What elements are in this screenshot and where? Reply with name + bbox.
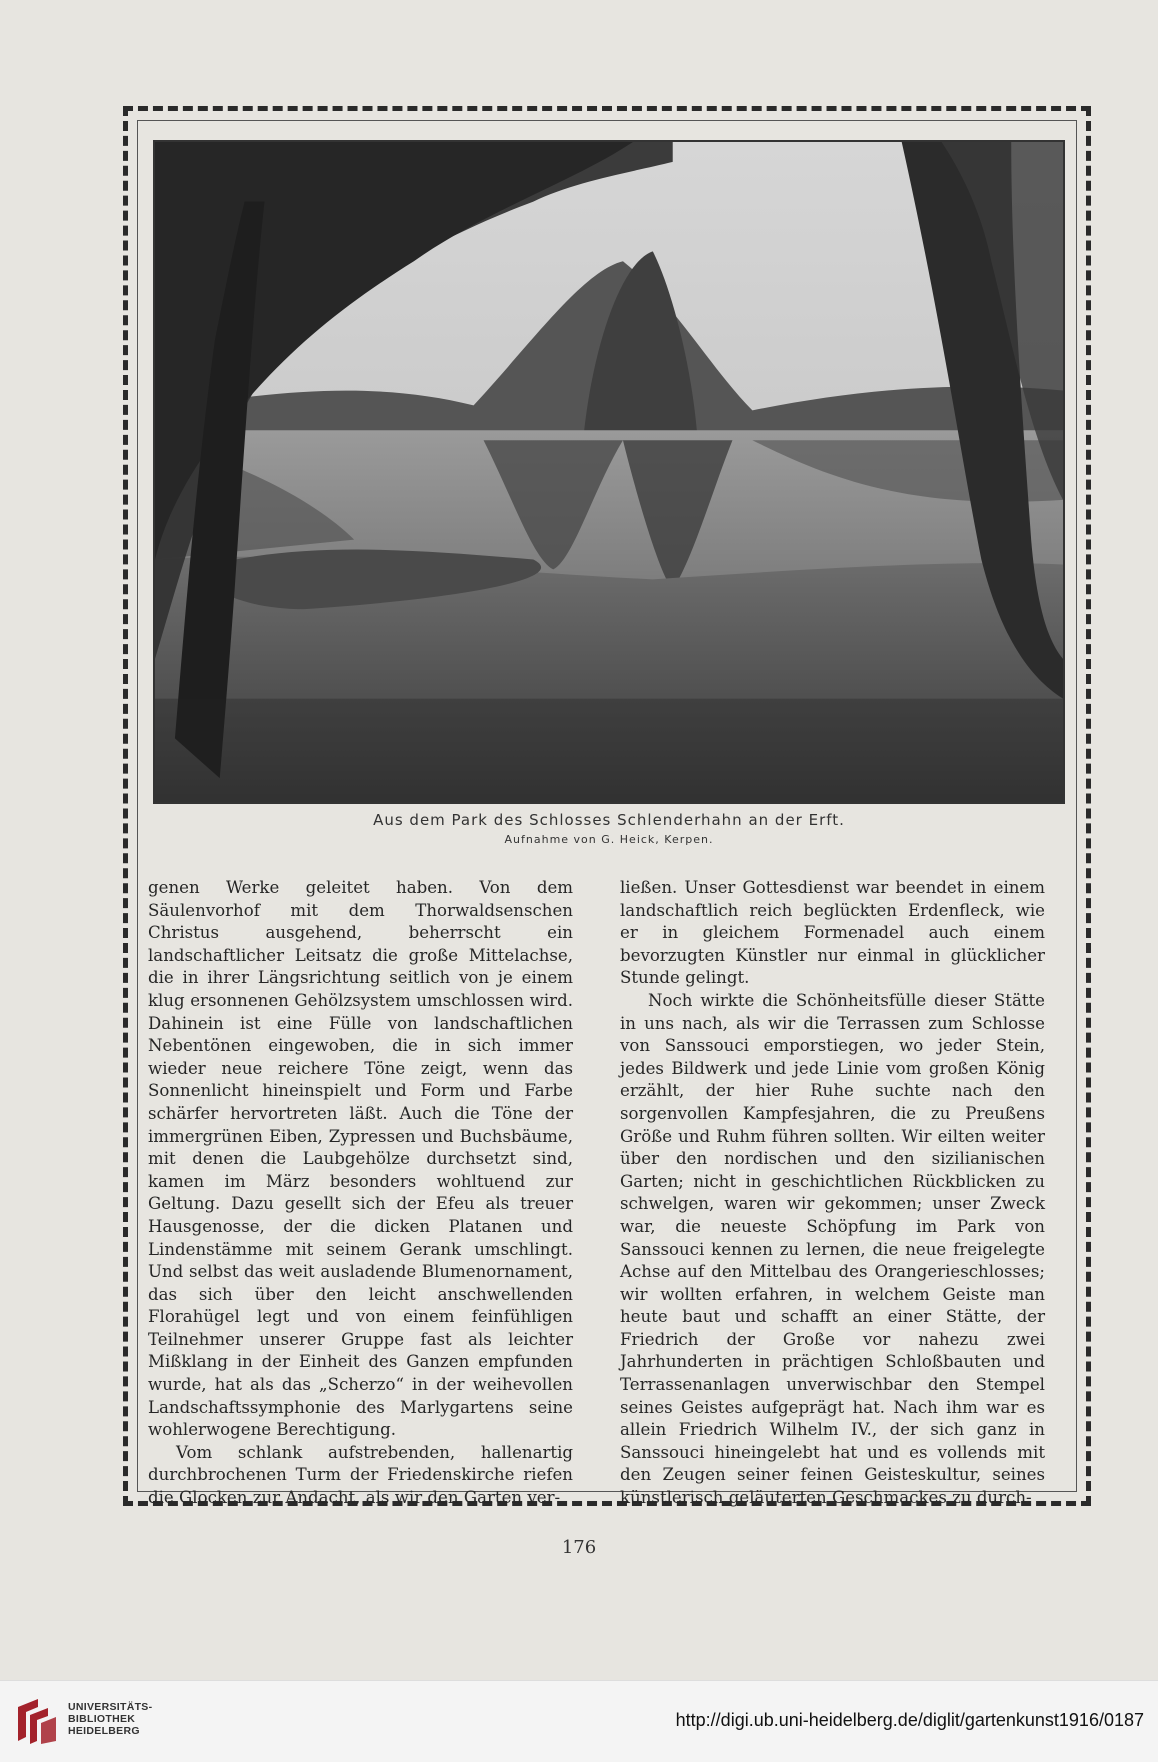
library-line-3: HEIDELBERG bbox=[68, 1725, 140, 1737]
page-number: 176 bbox=[561, 1537, 597, 1558]
left-paragraph-2: Vom schlank aufstrebenden, hallenartig durchbrochenen Turm der Friedenskirche riefen die Glocken zur Andacht, als wir den Garten ver- bbox=[148, 1442, 573, 1508]
library-name bbox=[68, 1701, 152, 1737]
library-line-2: BIBLIOTHEK bbox=[68, 1713, 136, 1725]
left-text-column bbox=[148, 877, 573, 1510]
figure-credit: Aufnahme von G. Heick, Kerpen. bbox=[504, 833, 714, 846]
park-lake-photograph bbox=[153, 140, 1065, 804]
ub-heidelberg-logo-icon bbox=[14, 1697, 60, 1745]
library-line-1: UNIVERSITÄTS- bbox=[68, 1701, 153, 1713]
library-footer bbox=[0, 1680, 1158, 1762]
source-url-link[interactable]: http://digi.ub.uni-heidelberg.de/diglit/gartenkunst1916/0187 bbox=[675, 1710, 1144, 1730]
right-text-column bbox=[620, 877, 1045, 1510]
left-paragraph-1: genen Werke geleitet haben. Von dem Säulenvorhof mit dem Thorwaldsenschen Christus ausgehend, beherrscht ein landschaftlicher Leitsatz die große Mittelachse, die in ihrer Längsrichtung seitlich von je einem klug ersonnenen Gehölzsystem umschlossen wird. Dahinein ist eine Fülle von landschaftlichen Nebentönen eingewoben, die in sich immer wieder neue reichere Töne zeigt, wenn das Sonnenlicht hineinspielt und Form und Farbe schärfer hervortreten läßt. Auch die Töne der immergrünen Eiben, Zypressen und Buchsbäume, mit denen die Laubgehölze durchsetzt sind, kamen im März besonders wohltuend zur Geltung. Dazu gesellt sich der Efeu als treuer Hausgenosse, der die dicken Platanen und Lindenstämme mit seinem Gerank umschlingt. Und selbst das weit ausladende Blumenornament, das sich über den leicht anschwellenden Florahügel legt und von einem feinfühligen Teilnehmer unserer Gruppe fast als leichter Mißklang in der Einheit des Ganzen empfunden wurde, hat als das „Scherzo“ in der weihevollen Landschaftssymphonie des Marlygartens seine wohlerwogene Berechtigung. bbox=[148, 878, 573, 1440]
right-paragraph-2: Noch wirkte die Schönheitsfülle dieser Stätte in uns nach, als wir die Terrassen zum Schlosse von Sanssouci emporstiegen, wo jeder Stein, jedes Bildwerk und jede Linie vom großen König erzählt, der hier Ruhe suchte nach den sorgenvollen Kampfesjahren, die zu Preußens Größe und Ruhm führen sollten. Wir eilten weiter über den nordischen und den sizilianischen Garten; nicht in geschichtlichen Rückblicken zu schwelgen, waren wir gekommen; unser Zweck war, die neueste Schöpfung im Park von Sanssouci kennen zu lernen, die neue freigelegte Achse auf den Mittelbau des Orangerieschlosses; wir wollten erfahren, in welchem Geiste man heute baut und schafft an einer Stätte, der Friedrich der Große vor nahezu zwei Jahrhunderten in prächtigen Schloßbauten und Terrassenanlagen unverwischbar den Stempel seines Geistes aufgeprägt hat. Nach ihm war es allein Friedrich Wilhelm IV., der sich ganz in Sanssouci hineingelebt hat und es vollends mit den Zeugen seiner feinen Geisteskultur, seines künstlerisch geläuterten Geschmackes zu durch- bbox=[620, 990, 1045, 1508]
right-paragraph-1: ließen. Unser Gottesdienst war beendet in einem landschaftlich reich beglückten Erdenfleck, wie er in gleichem Formenadel auch einem bevorzugten Künstler nur einmal in glücklicher Stunde gelingt. bbox=[620, 878, 1045, 988]
photo-illustration bbox=[155, 142, 1063, 802]
figure-caption: Aus dem Park des Schlosses Schlenderhahn an der Erft. bbox=[373, 811, 845, 829]
